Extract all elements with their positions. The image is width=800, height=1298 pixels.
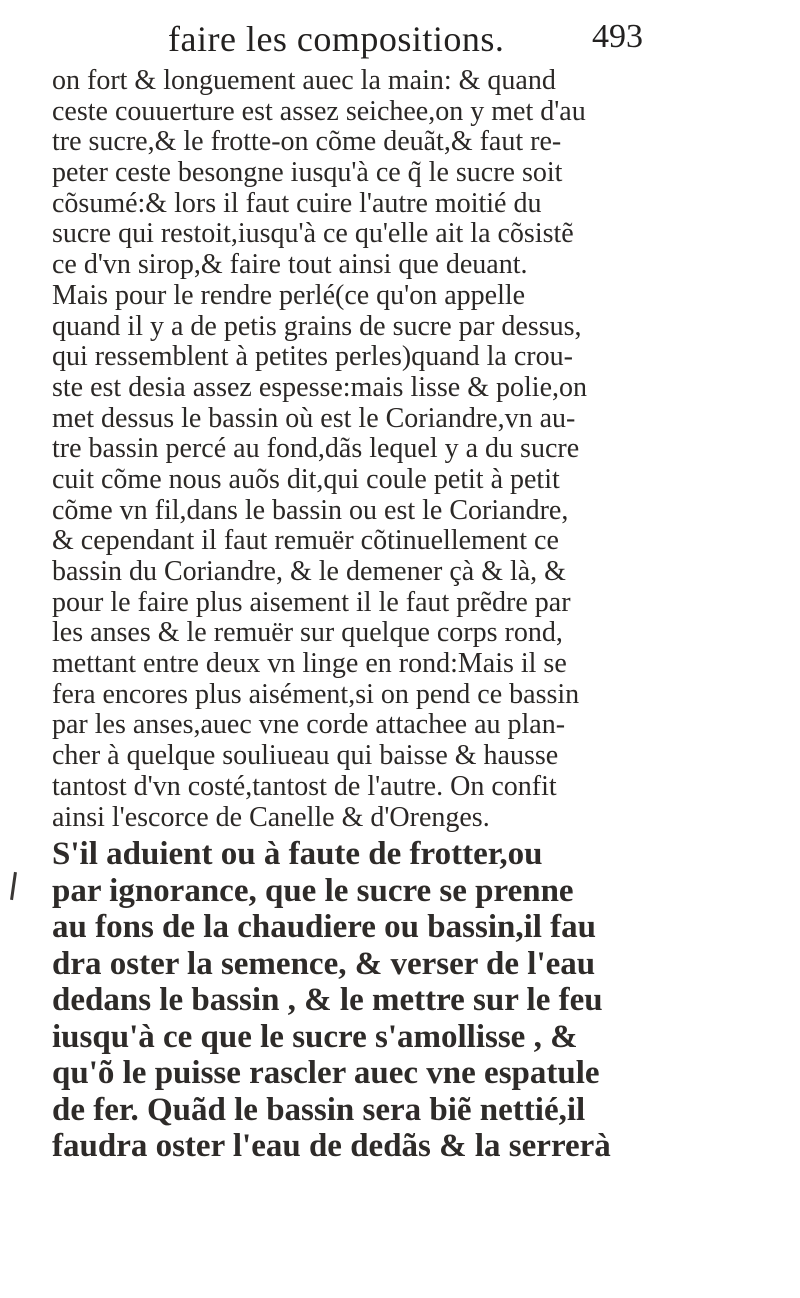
text-line: cher à quelque souliueau qui baisse & hausse [52, 741, 559, 772]
body-text [52, 66, 782, 1165]
text-line-large: faudra oster l'eau de dedãs & la serrerà [52, 1128, 611, 1165]
text-line: tre sucre,& le frotte-on cõme deuãt,& faut re- [52, 127, 562, 158]
text-line-large: S'il aduient ou à faute de frotter,ou [52, 836, 543, 873]
running-head: faire les compositions. [168, 19, 505, 59]
page-header [0, 10, 800, 66]
text-line-large: au fons de la chaudiere ou bassin,il fau [52, 909, 597, 946]
text-line: Mais pour le rendre perlé(ce qu'on appelle [52, 280, 526, 311]
text-line: met dessus le bassin où est le Coriandre,vn au- [52, 403, 576, 434]
text-line: les anses & le remuër sur quelque corps rond, [52, 618, 563, 649]
text-line: cõme vn fil,dans le bassin ou est le Coriandre, [52, 495, 569, 526]
text-line: & cependant il faut remuër cõtinuellement ce [52, 526, 559, 557]
text-line: peter ceste besongne iusqu'à ce q̃ le sucre soit [52, 158, 563, 189]
text-line-large: par ignorance, que le sucre se prenne [52, 872, 574, 909]
text-line-large: dedans le bassin , & le mettre sur le feu [52, 982, 603, 1019]
text-line: par les anses,auec vne corde attachee au plan- [52, 710, 566, 741]
text-line: ainsi l'escorce de Canelle & d'Orenges. [52, 802, 490, 833]
text-line-large: de fer. Quãd le bassin sera biẽ nettié,il [52, 1091, 586, 1128]
text-line: tantost d'vn costé,tantost de l'autre. On confit [52, 771, 557, 802]
text-line: bassin du Coriandre, & le demener çà & là, & [52, 557, 566, 587]
text-line: on fort & longuement auec la main: & quand [52, 66, 556, 96]
text-line-large: iusqu'à ce que le sucre s'amollisse , & [52, 1018, 578, 1055]
text-line: cuit cõme nous auõs dit,qui coule petit à petit [52, 464, 560, 495]
text-line: mettant entre deux vn linge en rond:Mais il se [52, 649, 567, 680]
margin-mark [10, 872, 17, 900]
text-line: cõsumé:& lors il faut cuire l'autre moitié du [52, 188, 542, 219]
text-line: fera encores plus aisément,si on pend ce bassin [52, 679, 580, 710]
text-line-large: dra oster la semence, & verser de l'eau [52, 945, 596, 982]
text-line: qui ressemblent à petites perles)quand la crou- [52, 342, 573, 373]
page-number: 493 [592, 18, 643, 55]
text-line: ste est desia assez espesse:mais lisse & polie,on [52, 372, 587, 403]
text-line: tre bassin percé au fond,dãs lequel y a du sucre [52, 434, 580, 465]
text-line: sucre qui restoit,iusqu'à ce qu'elle ait la cõsistẽ [52, 219, 574, 250]
text-line: pour le faire plus aisement il le faut prẽdre par [52, 587, 571, 618]
text-line: quand il y a de petis grains de sucre par dessus, [52, 311, 582, 342]
text-line-large: qu'õ le puisse rascler auec vne espatule [52, 1055, 600, 1092]
text-line: ce d'vn sirop,& faire tout ainsi que deuant. [52, 250, 528, 281]
text-line: ceste couuerture est assez seichee,on y met d'au [52, 96, 586, 127]
